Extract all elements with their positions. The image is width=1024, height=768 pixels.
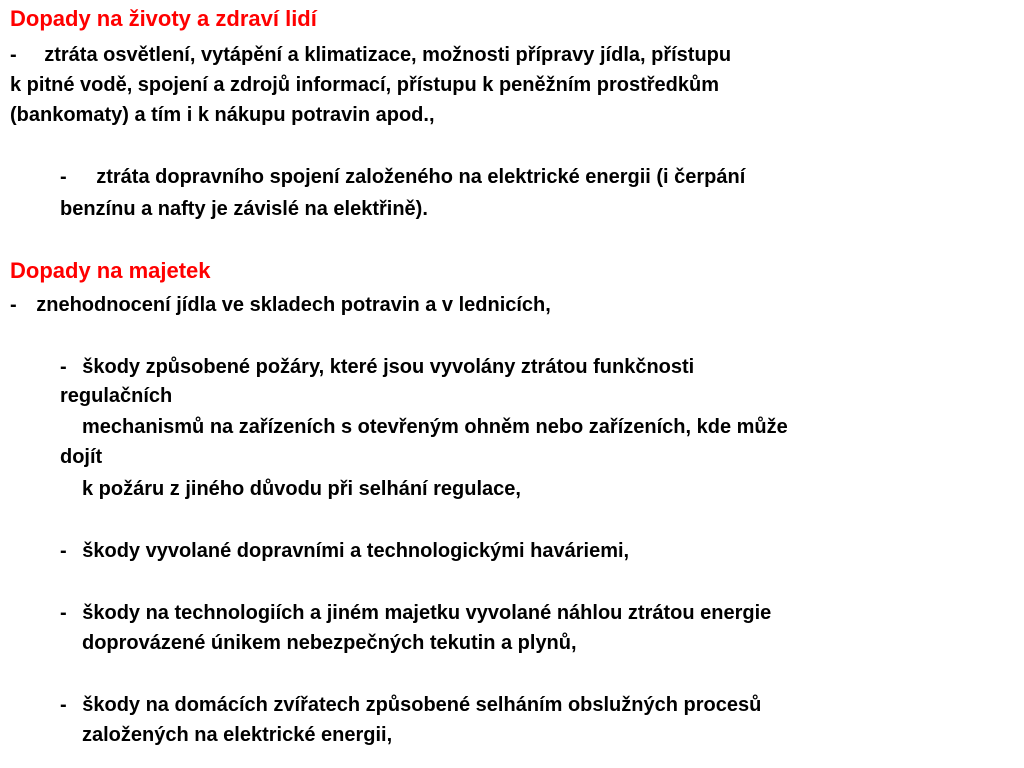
item-text: škody vyvolané dopravními a technologickými haváriemi, <box>82 540 630 562</box>
dash-bullet: - <box>60 166 67 188</box>
list-item <box>10 40 731 70</box>
list-item <box>60 162 745 192</box>
item-text-continuation: (bankomaty) a tím i k nákupu potravin apod., <box>10 104 435 126</box>
list-item <box>60 598 771 628</box>
item-text-continuation: mechanismů na zařízeních s otevřeným ohněm nebo zařízeních, kde může <box>82 416 788 438</box>
item-text-continuation: benzínu a nafty je závislé na elektřině). <box>60 198 428 220</box>
item-text-continuation: dojít <box>60 446 103 468</box>
item-text: znehodnocení jídla ve skladech potravin a v lednicích, <box>36 294 551 316</box>
list-item <box>60 536 629 566</box>
list-item <box>10 290 551 320</box>
dash-bullet: - <box>60 356 67 378</box>
item-text: škody způsobené požáry, které jsou vyvolány ztrátou funkčnosti <box>82 356 695 378</box>
item-text-continuation: regulačních <box>60 385 173 407</box>
section-title-property: Dopady na majetek <box>10 258 211 283</box>
item-text-continuation: založených na elektrické energii, <box>82 724 393 746</box>
item-text: škody na domácích zvířatech způsobené selháním obslužných procesů <box>82 694 762 716</box>
list-item <box>60 352 694 382</box>
list-item <box>60 690 761 720</box>
item-text-continuation: k požáru z jiného důvodu při selhání regulace, <box>82 478 521 500</box>
section-title-life-health: Dopady na životy a zdraví lidí <box>10 6 317 31</box>
dash-bullet: - <box>60 602 67 624</box>
dash-bullet: - <box>60 694 67 716</box>
item-text: ztráta osvětlení, vytápění a klimatizace, možnosti přípravy jídla, přístupu <box>44 44 732 66</box>
dash-bullet: - <box>60 540 67 562</box>
dash-bullet: - <box>10 44 17 66</box>
item-text-continuation: k pitné vodě, spojení a zdrojů informací, přístupu k peněžním prostředkům <box>10 74 719 96</box>
item-text-continuation: doprovázené únikem nebezpečných tekutin a plynů, <box>82 632 577 654</box>
item-text: škody na technologiích a jiném majetku vyvolané náhlou ztrátou energie <box>82 602 772 624</box>
dash-bullet: - <box>10 294 17 316</box>
item-text: ztráta dopravního spojení založeného na elektrické energii (i čerpání <box>96 166 746 188</box>
